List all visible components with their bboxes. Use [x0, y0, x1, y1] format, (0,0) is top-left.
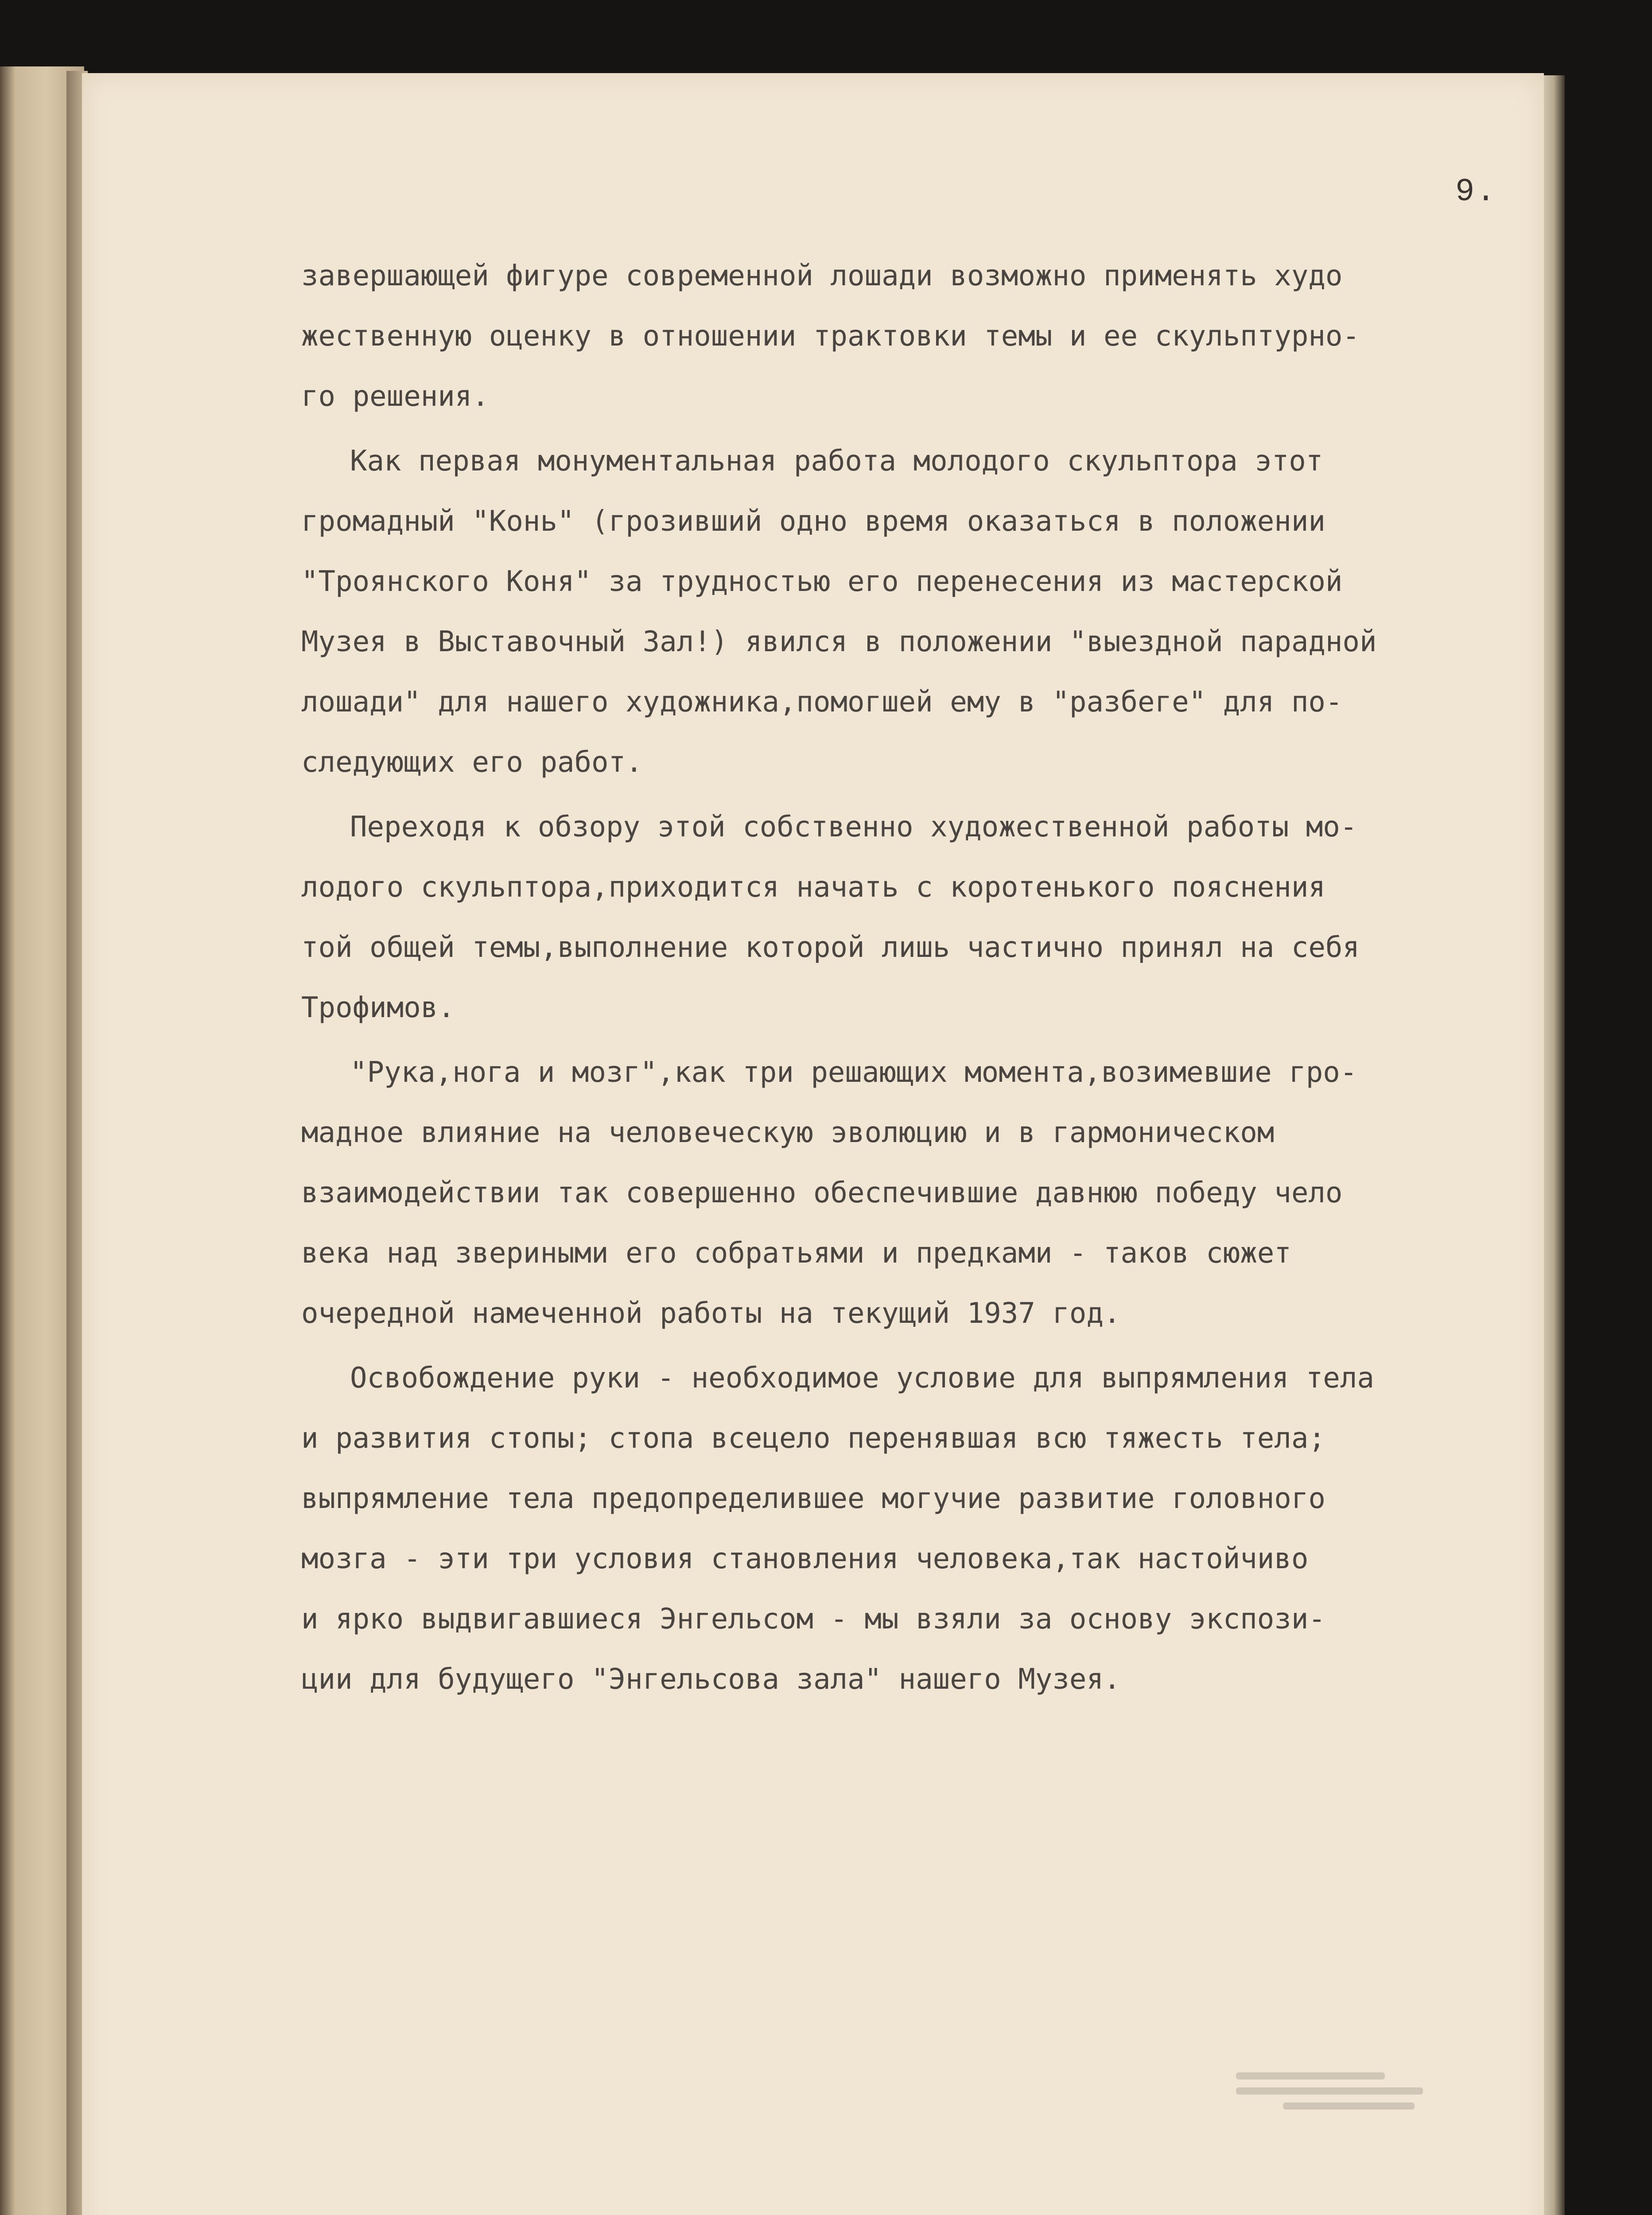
faded-stamp	[1236, 2064, 1449, 2166]
text-line: и развития стопы; стопа всецело перенявшая всю тяжесть тела;	[301, 1422, 1325, 1455]
text-line: ции для будущего "Энгельсова зала" нашего Музея.	[301, 1663, 1121, 1696]
paragraph-4	[301, 1042, 1542, 1344]
text-line: жественную оценку в отношении трактовки темы и ее скульптурно-	[301, 320, 1360, 353]
text-line: "Рука,нога и мозг",как три решающих момента,возимевшие гро-	[350, 1056, 1357, 1089]
text-line: Как первая монументальная работа молодого скульптора этот	[350, 445, 1323, 478]
text-line: века над звериными его собратьями и предками - таков сюжет	[301, 1237, 1291, 1270]
paragraph-5	[301, 1348, 1542, 1710]
paragraph-2	[301, 431, 1542, 793]
text-line: очередной намеченной работы на текущий 1937 год.	[301, 1297, 1121, 1330]
text-line: взаимодействии так совершенно обеспечившие давнюю победу чело	[301, 1177, 1343, 1209]
paragraph-3	[301, 797, 1542, 1038]
text-line: выпрямление тела предопределившее могучие развитие головного	[301, 1482, 1325, 1515]
text-line: завершающей фигуре современной лошади возможно применять худо	[301, 260, 1343, 292]
paragraph-1	[301, 246, 1542, 427]
body-text	[301, 246, 1542, 1714]
text-line: следующих его работ.	[301, 746, 643, 779]
text-line: и ярко выдвигавшиеся Энгельсом - мы взяли за основу экспози-	[301, 1603, 1325, 1636]
text-line: лошади" для нашего художника,помогшей ему в "разбеге" для по-	[301, 686, 1343, 719]
text-line: той общей темы,выполнение которой лишь частично принял на себя	[301, 931, 1360, 964]
page-number: 9.	[1455, 174, 1497, 210]
text-line: "Троянского Коня" за трудностью его перенесения из мастерской	[301, 565, 1343, 598]
text-line: мадное влияние на человеческую эволюцию и в гармоническом	[301, 1116, 1275, 1149]
text-line: громадный "Конь" (грозивший одно время оказаться в положении	[301, 505, 1325, 538]
text-line: лодого скульптора,приходится начать с коротенького пояснения	[301, 871, 1325, 904]
text-line: Трофимов.	[301, 991, 455, 1024]
text-line: Музея в Выставочный Зал!) явился в положении "выездной парадной	[301, 626, 1377, 658]
text-line: Освобождение руки - необходимое условие для выпрямления тела	[350, 1362, 1374, 1395]
text-line: го решения.	[301, 380, 489, 413]
text-line: Переходя к обзору этой собственно художественной работы мо-	[350, 811, 1357, 843]
text-line: мозга - эти три условия становления человека,так настойчиво	[301, 1543, 1309, 1575]
